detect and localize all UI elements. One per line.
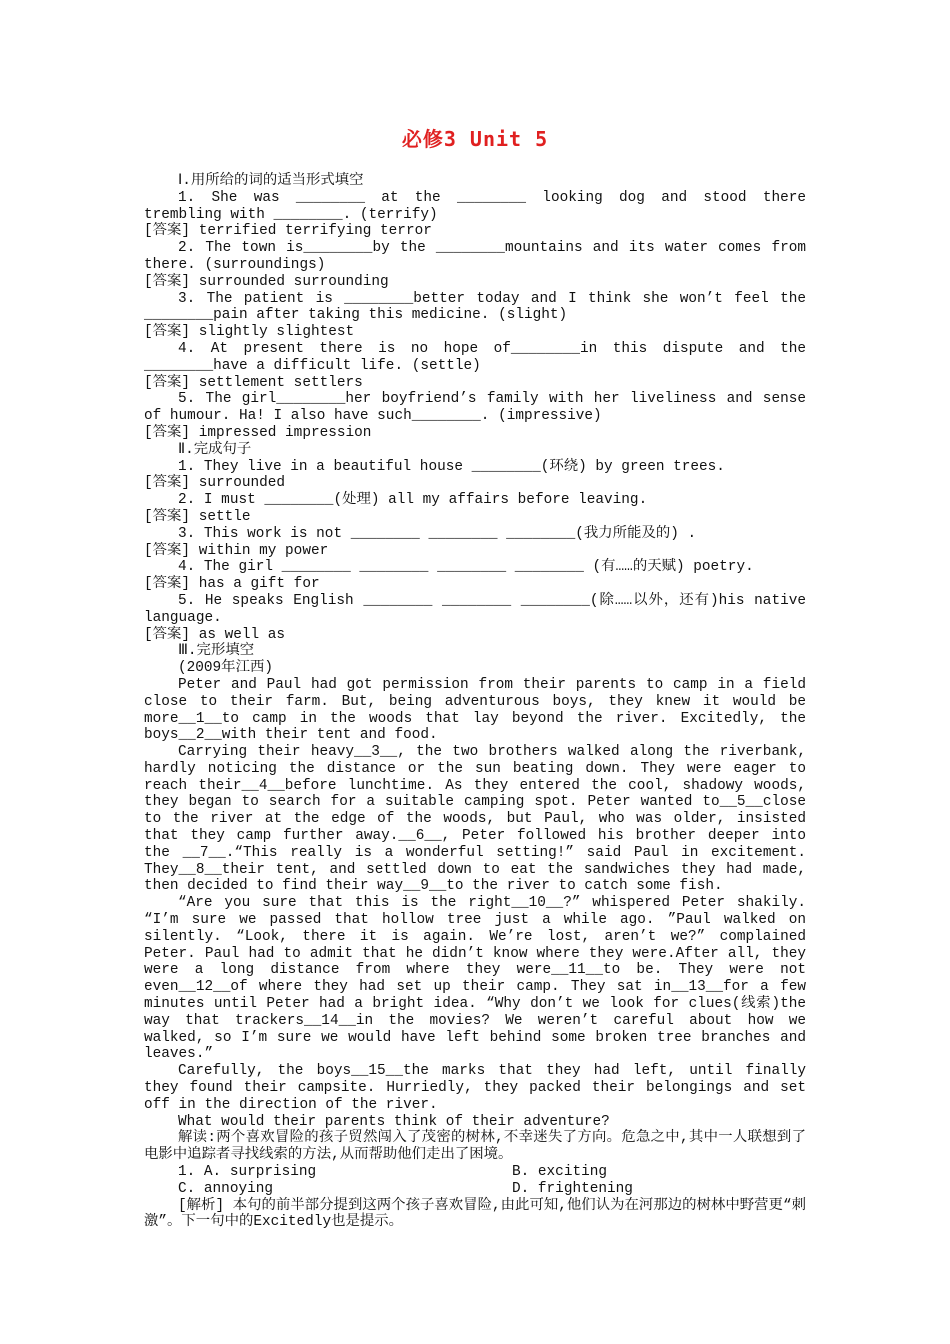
question: 5. He speaks English ________ ________ ________(除……以外，还有)his native language.: [144, 592, 806, 626]
option-row: [144, 1181, 806, 1198]
answer: [答案] surrounded surrounding: [144, 273, 389, 290]
answer: [答案] surrounded: [144, 475, 286, 492]
passage-question: What would their parents think of their adventure?: [178, 1113, 610, 1130]
question: 1. She was ________ at the ________ looking dog and stood there trembling with ________. (terrify): [144, 189, 806, 223]
question: 4. The girl ________ ________ ________ ________ (有……的天赋) poetry.: [178, 559, 754, 576]
question: 3. The patient is ________better today and I think she won’t feel the ________pain after taking this medicine. (slight): [144, 290, 806, 324]
passage-interpretation: 解读:两个喜欢冒险的孩子贸然闯入了茂密的树林,不幸迷失了方向。危急之中,其中一人联想到了电影中追踪者寻找线索的方法,从而帮助他们走出了困境。: [144, 1130, 806, 1164]
answer: [答案] settlement settlers: [144, 374, 363, 391]
answer: [答案] settle: [144, 508, 251, 525]
section-heading: Ⅰ.用所给的词的适当形式填空: [178, 173, 364, 189]
document-body: [144, 173, 806, 1231]
analysis-note: [解析] 本句的前半部分提到这两个孩子喜欢冒险,由此可知,他们认为在河那边的树林中野营更“刺激”。下一句中的Excitedly也是提示。: [144, 1197, 806, 1231]
answer: [答案] as well as: [144, 626, 286, 643]
option-d: D. frightening: [512, 1180, 633, 1197]
question: 3. This work is not ________ ________ ________(我力所能及的) .: [178, 525, 697, 542]
passage-paragraph: Carefully, the boys__15__the marks that they had left, until finally they found their campsite. Hurriedly, they packed their belongings and set off in the direction of the river.: [144, 1063, 806, 1113]
page-title: 必修3 Unit 5: [401, 127, 549, 151]
source-note: (2009年江西): [178, 660, 273, 677]
question: 1. They live in a beautiful house ________(环绕) by green trees.: [178, 458, 725, 475]
passage-paragraph: Peter and Paul had got permission from their parents to camp in a field close to their farm. But, being adventurous boys, they knew it would be more__1__to camp in the woods that lay beyond the river. Excitedly, the boys__2__with their tent and food.: [144, 676, 806, 744]
question: 2. I must ________(处理) all my affairs before leaving.: [178, 492, 648, 509]
section-heading: Ⅲ.完形填空: [178, 643, 255, 660]
answer: [答案] terrified terrifying terror: [144, 223, 432, 240]
question: 5. The girl________her boyfriend’s family with her liveliness and sense of humour. Ha! I also have such________. (impressive): [144, 391, 806, 425]
option-a: 1. A. surprising: [178, 1164, 317, 1181]
answer: [答案] within my power: [144, 542, 329, 559]
answer: [答案] has a gift for: [144, 576, 320, 593]
answer: [答案] slightly slightest: [144, 324, 355, 341]
answer: [答案] impressed impression: [144, 424, 372, 441]
option-c: C. annoying: [178, 1180, 273, 1197]
question: 2. The town is________by the ________mountains and its water comes from there. (surroundings): [144, 240, 806, 273]
passage-paragraph: “Are you sure that this is the right__10__?” whispered Peter shakily. “I’m sure we passed that hollow tree just a while ago. ”Paul walked on silently. “Look, there it is again. We’re lost, aren’t we?” complained Peter. Paul had to admit that he didn’t know where they were.After all, they were a long distance from where they were__11__to be. They were not even__12__of where they had set up their camp. They sat in__13__for a few minutes until Peter had a bright idea. “Why don’t we look for clues(线索)the way that trackers__14__in the movies? We weren’t careful about how we walked, so I’m sure we would have left behind some broken tree branches and leaves.”: [144, 895, 806, 1063]
question: 4. At present there is no hope of________in this dispute and the ________have a difficult life. (settle): [144, 340, 806, 374]
section-heading: Ⅱ.完成句子: [178, 441, 252, 458]
option-row: [144, 1164, 806, 1181]
option-b: B. exciting: [512, 1164, 607, 1181]
passage-paragraph: Carrying their heavy__3__, the two brothers walked along the riverbank, hardly noticing the distance or the sun beating down. They were eager to reach their__4__before lunchtime. As they entered the cool, shadowy woods, they began to search for a suitable camping spot. Peter wanted to__5__close to the river at the edge of the woods, but Paul, who was older, insisted that they camp further away.__6__, Peter followed his brother deeper into the __7__.“This really is a wonderful setting!” said Paul in excitement. They__8__their tent, and settled down to eat the sandwiches they had made, then decided to find their way__9__to the river to catch some fish.: [144, 744, 806, 895]
